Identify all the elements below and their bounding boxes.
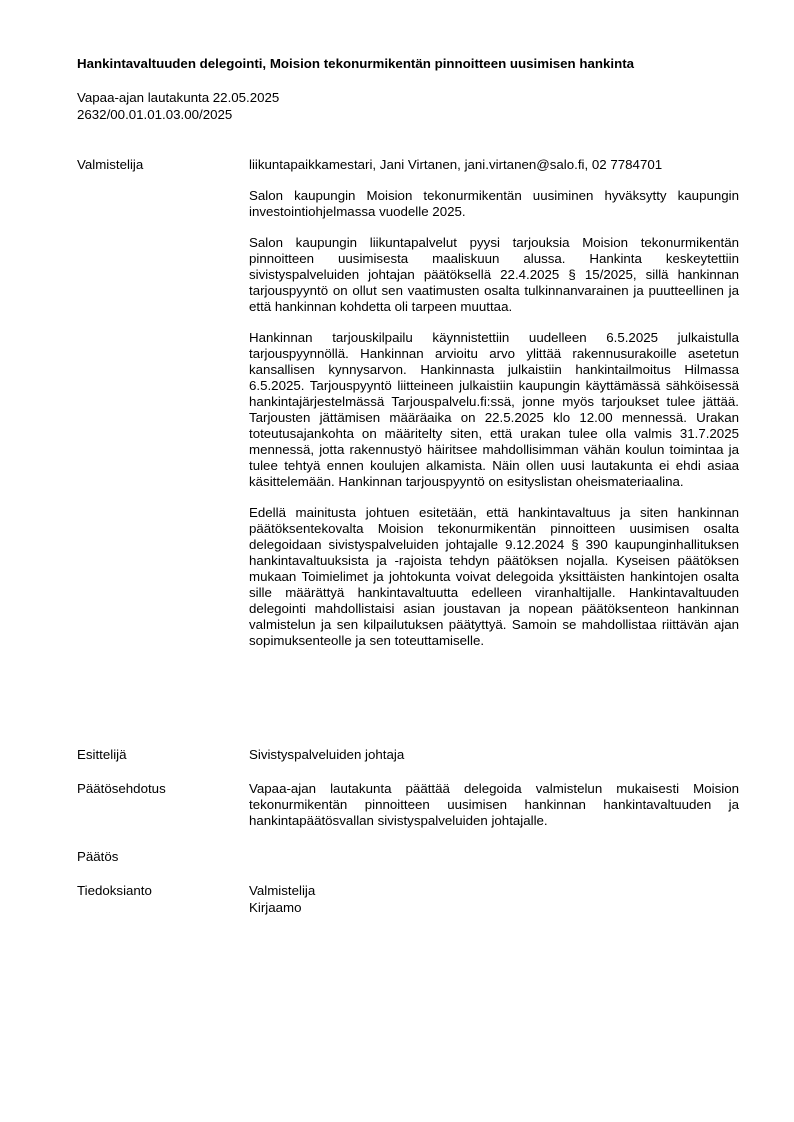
recipient-item: Kirjaamo bbox=[249, 900, 302, 915]
preparer-info: liikuntapaikkamestari, Jani Virtanen, jani.virtanen@salo.fi, 02 7784701 bbox=[249, 157, 663, 172]
label-esittelija: Esittelijä bbox=[77, 747, 127, 762]
record-number: 2632/00.01.01.03.00/2025 bbox=[77, 107, 233, 122]
paatosehdotus-text: Vapaa-ajan lautakunta päättää delegoida valmistelun mukaisesti Moision tekonurmikentän pinnoitteen uusimisen hankinnan hankintavaltuuden ja hankintapäätösvallan sivistyspalveluiden johtajalle. bbox=[249, 781, 739, 828]
document-meta bbox=[77, 90, 737, 124]
tiedoksianto-recipients bbox=[249, 883, 739, 917]
paatosehdotus-value bbox=[249, 781, 739, 829]
esittelija-value: Sivistyspalveluiden johtaja bbox=[249, 747, 405, 762]
paragraph-4: Edellä mainitusta johtuen esitetään, että hankintavaltuus ja siten hankinnan päätöksentekovalta Moision tekonurmikentän pinnoitteen uusimisen osalta delegoidaan sivistyspalveluiden johtajalle 9.12.2024 § 390 kaupunginhallituksen hankintavaltuuksista ja -rajoista tehdyn päätöksen nojalla. Kyseisen päätöksen mukaan Toimielimet ja johtokunta voivat delegoida yksittäisten hankintojen osalta sille määrättyä hankintavaltuutta edelleen viranhaltijalle. Hankintavaltuuden delegointi mahdollistaisi asian joustavan ja nopean päätöksenteon hankinnan valmistelun ja sen kilpailutuksen päätyttyä. Samoin se mahdollistaa riittävän ajan sopimuksenteolle ja sen toteuttamiselle. bbox=[249, 505, 739, 648]
meeting-info: Vapaa-ajan lautakunta 22.05.2025 bbox=[77, 90, 280, 105]
label-tiedoksianto: Tiedoksianto bbox=[77, 883, 152, 898]
recipient-item: Valmistelija bbox=[249, 883, 316, 898]
document-title: Hankintavaltuuden delegointi, Moision tekonurmikentän pinnoitteen uusimisen hankinta bbox=[77, 56, 635, 71]
paragraph-1: Salon kaupungin Moision tekonurmikentän uusiminen hyväksytty kaupungin investointiohjelmassa vuodelle 2025. bbox=[249, 188, 739, 219]
label-paatosehdotus: Päätösehdotus bbox=[77, 781, 166, 796]
paragraph-3: Hankinnan tarjouskilpailu käynnistettiin uudelleen 6.5.2025 julkaistulla tarjouspyynnöllä. Hankinnan arvioitu arvo ylittää rakennusurakoille asetetun kansallisen kynnysarvon. Hankinnasta julkaistiin hankintailmoitus Hilmassa 6.5.2025. Tarjouspyyntö liitteineen julkaistiin kaupungin käyttämässä sähköisessä hankintajärjestelmässä Tarjouspalvelu.fi:ssä, jonne myös tarjoukset tulee jättää. Tarjousten jättämisen määräaika on 22.5.2025 klo 12.00 mennessä. Urakan toteutusajankohta on määritelty siten, että urakan tulee olla valmis 31.7.2025 mennessä, jotta rakennustyö häiritsee mahdollisimman vähän koulun toimintaa ja tulee tehtyä ennen koulujen alkamista. Näin ollen uusi lautakunta ei ehdi asiaa käsittelemään. Hankinnan tarjouspyyntö on esityslistan oheismateriaalina. bbox=[249, 330, 739, 489]
label-paatos: Päätös bbox=[77, 849, 119, 864]
valmistelija-content bbox=[249, 157, 739, 664]
paragraph-2: Salon kaupungin liikuntapalvelut pyysi tarjouksia Moision tekonurmikentän pinnoitteen uusimisesta maaliskuun alussa. Hankinta keskeytettiin sivistyspalveluiden johtajan päätöksellä 22.4.2025 § 15/2025, sillä hankinnan tarjouspyyntö on ollut sen vaatimusten osalta tulkinnanvarainen ja puutteellinen ja että hankinnan kohdetta oli tarpeen muuttaa. bbox=[249, 235, 739, 314]
label-valmistelija: Valmistelija bbox=[77, 157, 144, 172]
